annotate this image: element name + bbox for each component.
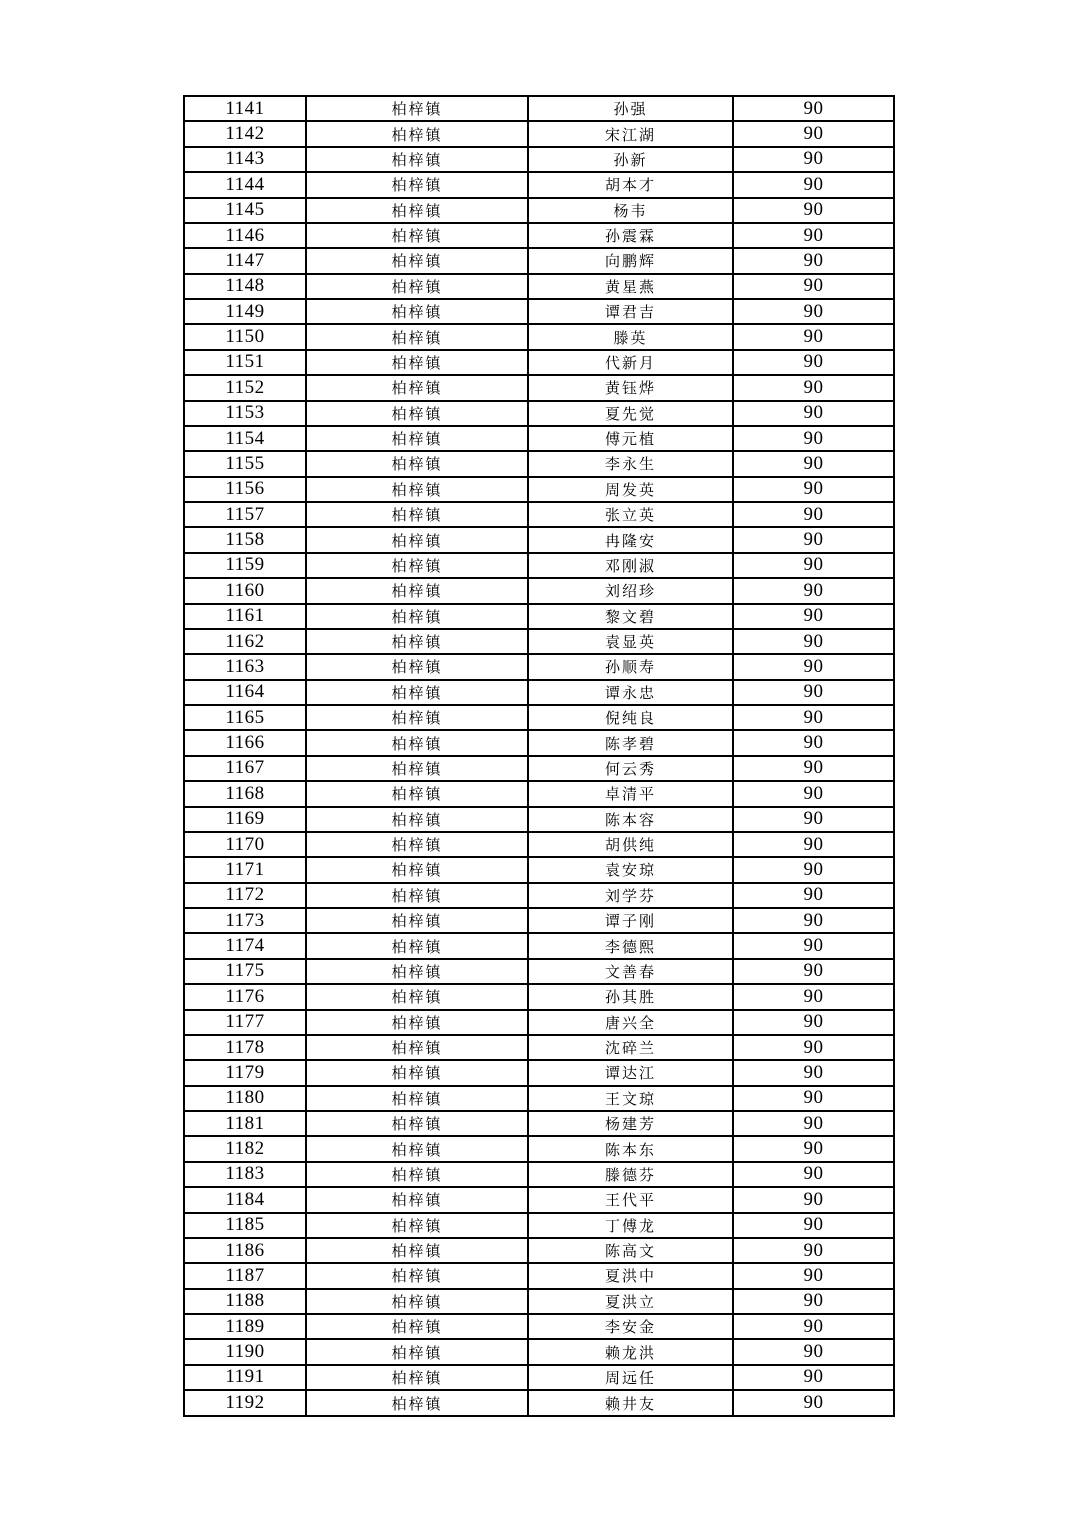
- table-row: [184, 1289, 894, 1314]
- table-row: [184, 933, 894, 958]
- cell-serial-number: 1159: [184, 553, 306, 578]
- cell-town: 柏梓镇: [306, 477, 528, 502]
- score-table-body: [184, 96, 894, 1416]
- table-row: [184, 832, 894, 857]
- cell-town: 柏梓镇: [306, 705, 528, 730]
- cell-name: 何云秀: [528, 756, 733, 781]
- cell-serial-number: 1145: [184, 198, 306, 223]
- cell-score: 90: [733, 807, 894, 832]
- cell-name: 滕德芬: [528, 1162, 733, 1187]
- cell-name: 李安金: [528, 1314, 733, 1339]
- cell-serial-number: 1150: [184, 324, 306, 349]
- cell-score: 90: [733, 756, 894, 781]
- cell-serial-number: 1185: [184, 1213, 306, 1238]
- cell-name: 孙强: [528, 96, 733, 121]
- cell-name: 宋江湖: [528, 121, 733, 146]
- cell-town: 柏梓镇: [306, 781, 528, 806]
- table-row: [184, 324, 894, 349]
- cell-name: 丁傅龙: [528, 1213, 733, 1238]
- cell-score: 90: [733, 1314, 894, 1339]
- cell-town: 柏梓镇: [306, 96, 528, 121]
- cell-town: 柏梓镇: [306, 350, 528, 375]
- cell-name: 黄钰烨: [528, 375, 733, 400]
- cell-name: 赖龙洪: [528, 1339, 733, 1364]
- cell-name: 文善春: [528, 959, 733, 984]
- cell-name: 谭达江: [528, 1060, 733, 1085]
- table-row: [184, 1390, 894, 1416]
- cell-serial-number: 1189: [184, 1314, 306, 1339]
- cell-serial-number: 1177: [184, 1010, 306, 1035]
- cell-serial-number: 1178: [184, 1035, 306, 1060]
- table-row: [184, 1010, 894, 1035]
- table-row: [184, 756, 894, 781]
- table-row: [184, 680, 894, 705]
- cell-score: 90: [733, 299, 894, 324]
- cell-score: 90: [733, 1365, 894, 1390]
- cell-score: 90: [733, 832, 894, 857]
- cell-score: 90: [733, 1136, 894, 1161]
- cell-town: 柏梓镇: [306, 1263, 528, 1288]
- cell-town: 柏梓镇: [306, 730, 528, 755]
- cell-name: 袁显英: [528, 629, 733, 654]
- cell-name: 孙新: [528, 147, 733, 172]
- cell-name: 孙顺寿: [528, 654, 733, 679]
- cell-name: 邓刚淑: [528, 553, 733, 578]
- cell-serial-number: 1167: [184, 756, 306, 781]
- cell-score: 90: [733, 274, 894, 299]
- cell-score: 90: [733, 198, 894, 223]
- table-row: [184, 857, 894, 882]
- cell-serial-number: 1161: [184, 604, 306, 629]
- cell-town: 柏梓镇: [306, 502, 528, 527]
- cell-serial-number: 1184: [184, 1187, 306, 1212]
- cell-score: 90: [733, 375, 894, 400]
- cell-serial-number: 1151: [184, 350, 306, 375]
- cell-name: 夏洪立: [528, 1289, 733, 1314]
- cell-score: 90: [733, 1162, 894, 1187]
- cell-town: 柏梓镇: [306, 1390, 528, 1416]
- table-row: [184, 807, 894, 832]
- table-row: [184, 299, 894, 324]
- cell-score: 90: [733, 578, 894, 603]
- cell-score: 90: [733, 857, 894, 882]
- table-row: [184, 578, 894, 603]
- table-row: [184, 502, 894, 527]
- cell-serial-number: 1165: [184, 705, 306, 730]
- cell-serial-number: 1164: [184, 680, 306, 705]
- table-row: [184, 1263, 894, 1288]
- cell-score: 90: [733, 1339, 894, 1364]
- cell-name: 孙其胜: [528, 984, 733, 1009]
- cell-name: 夏先觉: [528, 401, 733, 426]
- table-row: [184, 1314, 894, 1339]
- table-row: [184, 172, 894, 197]
- table-row: [184, 1339, 894, 1364]
- cell-name: 向鹏辉: [528, 248, 733, 273]
- cell-serial-number: 1146: [184, 223, 306, 248]
- cell-serial-number: 1176: [184, 984, 306, 1009]
- table-row: [184, 274, 894, 299]
- cell-score: 90: [733, 730, 894, 755]
- cell-name: 陈高文: [528, 1238, 733, 1263]
- cell-town: 柏梓镇: [306, 147, 528, 172]
- cell-town: 柏梓镇: [306, 1365, 528, 1390]
- cell-score: 90: [733, 502, 894, 527]
- cell-name: 沈碎兰: [528, 1035, 733, 1060]
- table-row: [184, 96, 894, 121]
- cell-name: 傅元植: [528, 426, 733, 451]
- cell-town: 柏梓镇: [306, 553, 528, 578]
- cell-town: 柏梓镇: [306, 629, 528, 654]
- table-row: [184, 1238, 894, 1263]
- table-row: [184, 147, 894, 172]
- cell-score: 90: [733, 1289, 894, 1314]
- cell-score: 90: [733, 121, 894, 146]
- table-row: [184, 375, 894, 400]
- table-row: [184, 883, 894, 908]
- cell-serial-number: 1155: [184, 451, 306, 476]
- cell-town: 柏梓镇: [306, 1162, 528, 1187]
- cell-town: 柏梓镇: [306, 375, 528, 400]
- cell-name: 胡供纯: [528, 832, 733, 857]
- cell-score: 90: [733, 426, 894, 451]
- cell-score: 90: [733, 527, 894, 552]
- cell-town: 柏梓镇: [306, 121, 528, 146]
- cell-town: 柏梓镇: [306, 604, 528, 629]
- table-row: [184, 629, 894, 654]
- cell-town: 柏梓镇: [306, 401, 528, 426]
- table-row: [184, 730, 894, 755]
- cell-serial-number: 1158: [184, 527, 306, 552]
- cell-score: 90: [733, 96, 894, 121]
- cell-score: 90: [733, 984, 894, 1009]
- cell-name: 陈本容: [528, 807, 733, 832]
- cell-serial-number: 1188: [184, 1289, 306, 1314]
- cell-serial-number: 1173: [184, 908, 306, 933]
- cell-serial-number: 1190: [184, 1339, 306, 1364]
- cell-serial-number: 1153: [184, 401, 306, 426]
- cell-serial-number: 1144: [184, 172, 306, 197]
- cell-town: 柏梓镇: [306, 324, 528, 349]
- table-row: [184, 451, 894, 476]
- cell-score: 90: [733, 781, 894, 806]
- score-table: [183, 95, 895, 1417]
- cell-town: 柏梓镇: [306, 756, 528, 781]
- table-row: [184, 223, 894, 248]
- cell-name: 刘绍珍: [528, 578, 733, 603]
- table-row: [184, 1365, 894, 1390]
- cell-serial-number: 1171: [184, 857, 306, 882]
- cell-serial-number: 1163: [184, 654, 306, 679]
- cell-serial-number: 1157: [184, 502, 306, 527]
- cell-town: 柏梓镇: [306, 527, 528, 552]
- cell-score: 90: [733, 1263, 894, 1288]
- cell-name: 陈本东: [528, 1136, 733, 1161]
- cell-score: 90: [733, 959, 894, 984]
- cell-score: 90: [733, 1035, 894, 1060]
- cell-score: 90: [733, 350, 894, 375]
- cell-serial-number: 1169: [184, 807, 306, 832]
- cell-score: 90: [733, 477, 894, 502]
- table-row: [184, 604, 894, 629]
- cell-score: 90: [733, 933, 894, 958]
- cell-town: 柏梓镇: [306, 1060, 528, 1085]
- cell-name: 孙震霖: [528, 223, 733, 248]
- cell-name: 黎文碧: [528, 604, 733, 629]
- cell-serial-number: 1166: [184, 730, 306, 755]
- cell-town: 柏梓镇: [306, 1111, 528, 1136]
- table-row: [184, 121, 894, 146]
- cell-town: 柏梓镇: [306, 959, 528, 984]
- table-row: [184, 426, 894, 451]
- cell-score: 90: [733, 604, 894, 629]
- cell-serial-number: 1192: [184, 1390, 306, 1416]
- cell-serial-number: 1170: [184, 832, 306, 857]
- cell-serial-number: 1162: [184, 629, 306, 654]
- cell-name: 胡本才: [528, 172, 733, 197]
- cell-score: 90: [733, 401, 894, 426]
- table-row: [184, 1035, 894, 1060]
- cell-score: 90: [733, 324, 894, 349]
- cell-name: 周远任: [528, 1365, 733, 1390]
- cell-serial-number: 1148: [184, 274, 306, 299]
- cell-name: 陈孝碧: [528, 730, 733, 755]
- cell-town: 柏梓镇: [306, 908, 528, 933]
- cell-town: 柏梓镇: [306, 451, 528, 476]
- cell-score: 90: [733, 1111, 894, 1136]
- cell-serial-number: 1174: [184, 933, 306, 958]
- cell-score: 90: [733, 705, 894, 730]
- cell-town: 柏梓镇: [306, 248, 528, 273]
- cell-score: 90: [733, 1060, 894, 1085]
- cell-town: 柏梓镇: [306, 1136, 528, 1161]
- cell-score: 90: [733, 1238, 894, 1263]
- table-row: [184, 1060, 894, 1085]
- table-row: [184, 1111, 894, 1136]
- cell-score: 90: [733, 223, 894, 248]
- cell-name: 谭永忠: [528, 680, 733, 705]
- cell-name: 李永生: [528, 451, 733, 476]
- cell-town: 柏梓镇: [306, 1289, 528, 1314]
- cell-town: 柏梓镇: [306, 1187, 528, 1212]
- cell-name: 赖井友: [528, 1390, 733, 1416]
- cell-serial-number: 1186: [184, 1238, 306, 1263]
- cell-serial-number: 1168: [184, 781, 306, 806]
- cell-town: 柏梓镇: [306, 654, 528, 679]
- cell-name: 杨建芳: [528, 1111, 733, 1136]
- cell-name: 刘学芬: [528, 883, 733, 908]
- cell-name: 袁安琼: [528, 857, 733, 882]
- cell-serial-number: 1181: [184, 1111, 306, 1136]
- cell-serial-number: 1183: [184, 1162, 306, 1187]
- cell-score: 90: [733, 1390, 894, 1416]
- cell-score: 90: [733, 1213, 894, 1238]
- cell-name: 滕英: [528, 324, 733, 349]
- cell-town: 柏梓镇: [306, 1314, 528, 1339]
- table-row: [184, 781, 894, 806]
- cell-serial-number: 1154: [184, 426, 306, 451]
- cell-score: 90: [733, 451, 894, 476]
- cell-town: 柏梓镇: [306, 274, 528, 299]
- cell-name: 唐兴全: [528, 1010, 733, 1035]
- cell-serial-number: 1179: [184, 1060, 306, 1085]
- table-row: [184, 1213, 894, 1238]
- cell-name: 夏洪中: [528, 1263, 733, 1288]
- cell-serial-number: 1142: [184, 121, 306, 146]
- cell-score: 90: [733, 147, 894, 172]
- table-row: [184, 959, 894, 984]
- cell-score: 90: [733, 883, 894, 908]
- cell-score: 90: [733, 654, 894, 679]
- cell-score: 90: [733, 908, 894, 933]
- cell-serial-number: 1175: [184, 959, 306, 984]
- cell-name: 张立英: [528, 502, 733, 527]
- cell-score: 90: [733, 1010, 894, 1035]
- cell-town: 柏梓镇: [306, 680, 528, 705]
- table-row: [184, 248, 894, 273]
- table-row: [184, 401, 894, 426]
- table-row: [184, 654, 894, 679]
- table-row: [184, 1187, 894, 1212]
- cell-town: 柏梓镇: [306, 578, 528, 603]
- cell-town: 柏梓镇: [306, 857, 528, 882]
- table-row: [184, 527, 894, 552]
- table-row: [184, 198, 894, 223]
- cell-name: 李德熙: [528, 933, 733, 958]
- table-row: [184, 984, 894, 1009]
- table-row: [184, 908, 894, 933]
- table-row: [184, 1136, 894, 1161]
- cell-town: 柏梓镇: [306, 984, 528, 1009]
- cell-name: 谭子刚: [528, 908, 733, 933]
- table-row: [184, 705, 894, 730]
- cell-town: 柏梓镇: [306, 807, 528, 832]
- cell-town: 柏梓镇: [306, 426, 528, 451]
- cell-score: 90: [733, 172, 894, 197]
- cell-serial-number: 1187: [184, 1263, 306, 1288]
- cell-town: 柏梓镇: [306, 1010, 528, 1035]
- cell-serial-number: 1172: [184, 883, 306, 908]
- table-row: [184, 477, 894, 502]
- cell-score: 90: [733, 1086, 894, 1111]
- cell-serial-number: 1147: [184, 248, 306, 273]
- cell-town: 柏梓镇: [306, 1213, 528, 1238]
- cell-serial-number: 1141: [184, 96, 306, 121]
- cell-town: 柏梓镇: [306, 1238, 528, 1263]
- table-row: [184, 1086, 894, 1111]
- cell-name: 周发英: [528, 477, 733, 502]
- cell-name: 倪纯良: [528, 705, 733, 730]
- cell-serial-number: 1149: [184, 299, 306, 324]
- cell-serial-number: 1180: [184, 1086, 306, 1111]
- cell-town: 柏梓镇: [306, 883, 528, 908]
- table-row: [184, 350, 894, 375]
- cell-town: 柏梓镇: [306, 198, 528, 223]
- cell-serial-number: 1156: [184, 477, 306, 502]
- cell-name: 王文琼: [528, 1086, 733, 1111]
- cell-name: 杨韦: [528, 198, 733, 223]
- cell-serial-number: 1191: [184, 1365, 306, 1390]
- cell-name: 黄星燕: [528, 274, 733, 299]
- table-row: [184, 1162, 894, 1187]
- cell-town: 柏梓镇: [306, 1339, 528, 1364]
- cell-serial-number: 1160: [184, 578, 306, 603]
- cell-name: 谭君吉: [528, 299, 733, 324]
- cell-town: 柏梓镇: [306, 832, 528, 857]
- table-row: [184, 553, 894, 578]
- cell-town: 柏梓镇: [306, 1086, 528, 1111]
- cell-serial-number: 1182: [184, 1136, 306, 1161]
- cell-serial-number: 1152: [184, 375, 306, 400]
- cell-serial-number: 1143: [184, 147, 306, 172]
- cell-name: 王代平: [528, 1187, 733, 1212]
- cell-name: 代新月: [528, 350, 733, 375]
- cell-name: 冉隆安: [528, 527, 733, 552]
- cell-town: 柏梓镇: [306, 299, 528, 324]
- cell-score: 90: [733, 1187, 894, 1212]
- cell-town: 柏梓镇: [306, 172, 528, 197]
- cell-score: 90: [733, 248, 894, 273]
- cell-score: 90: [733, 629, 894, 654]
- cell-town: 柏梓镇: [306, 933, 528, 958]
- cell-town: 柏梓镇: [306, 1035, 528, 1060]
- cell-name: 卓清平: [528, 781, 733, 806]
- cell-score: 90: [733, 553, 894, 578]
- cell-town: 柏梓镇: [306, 223, 528, 248]
- cell-score: 90: [733, 680, 894, 705]
